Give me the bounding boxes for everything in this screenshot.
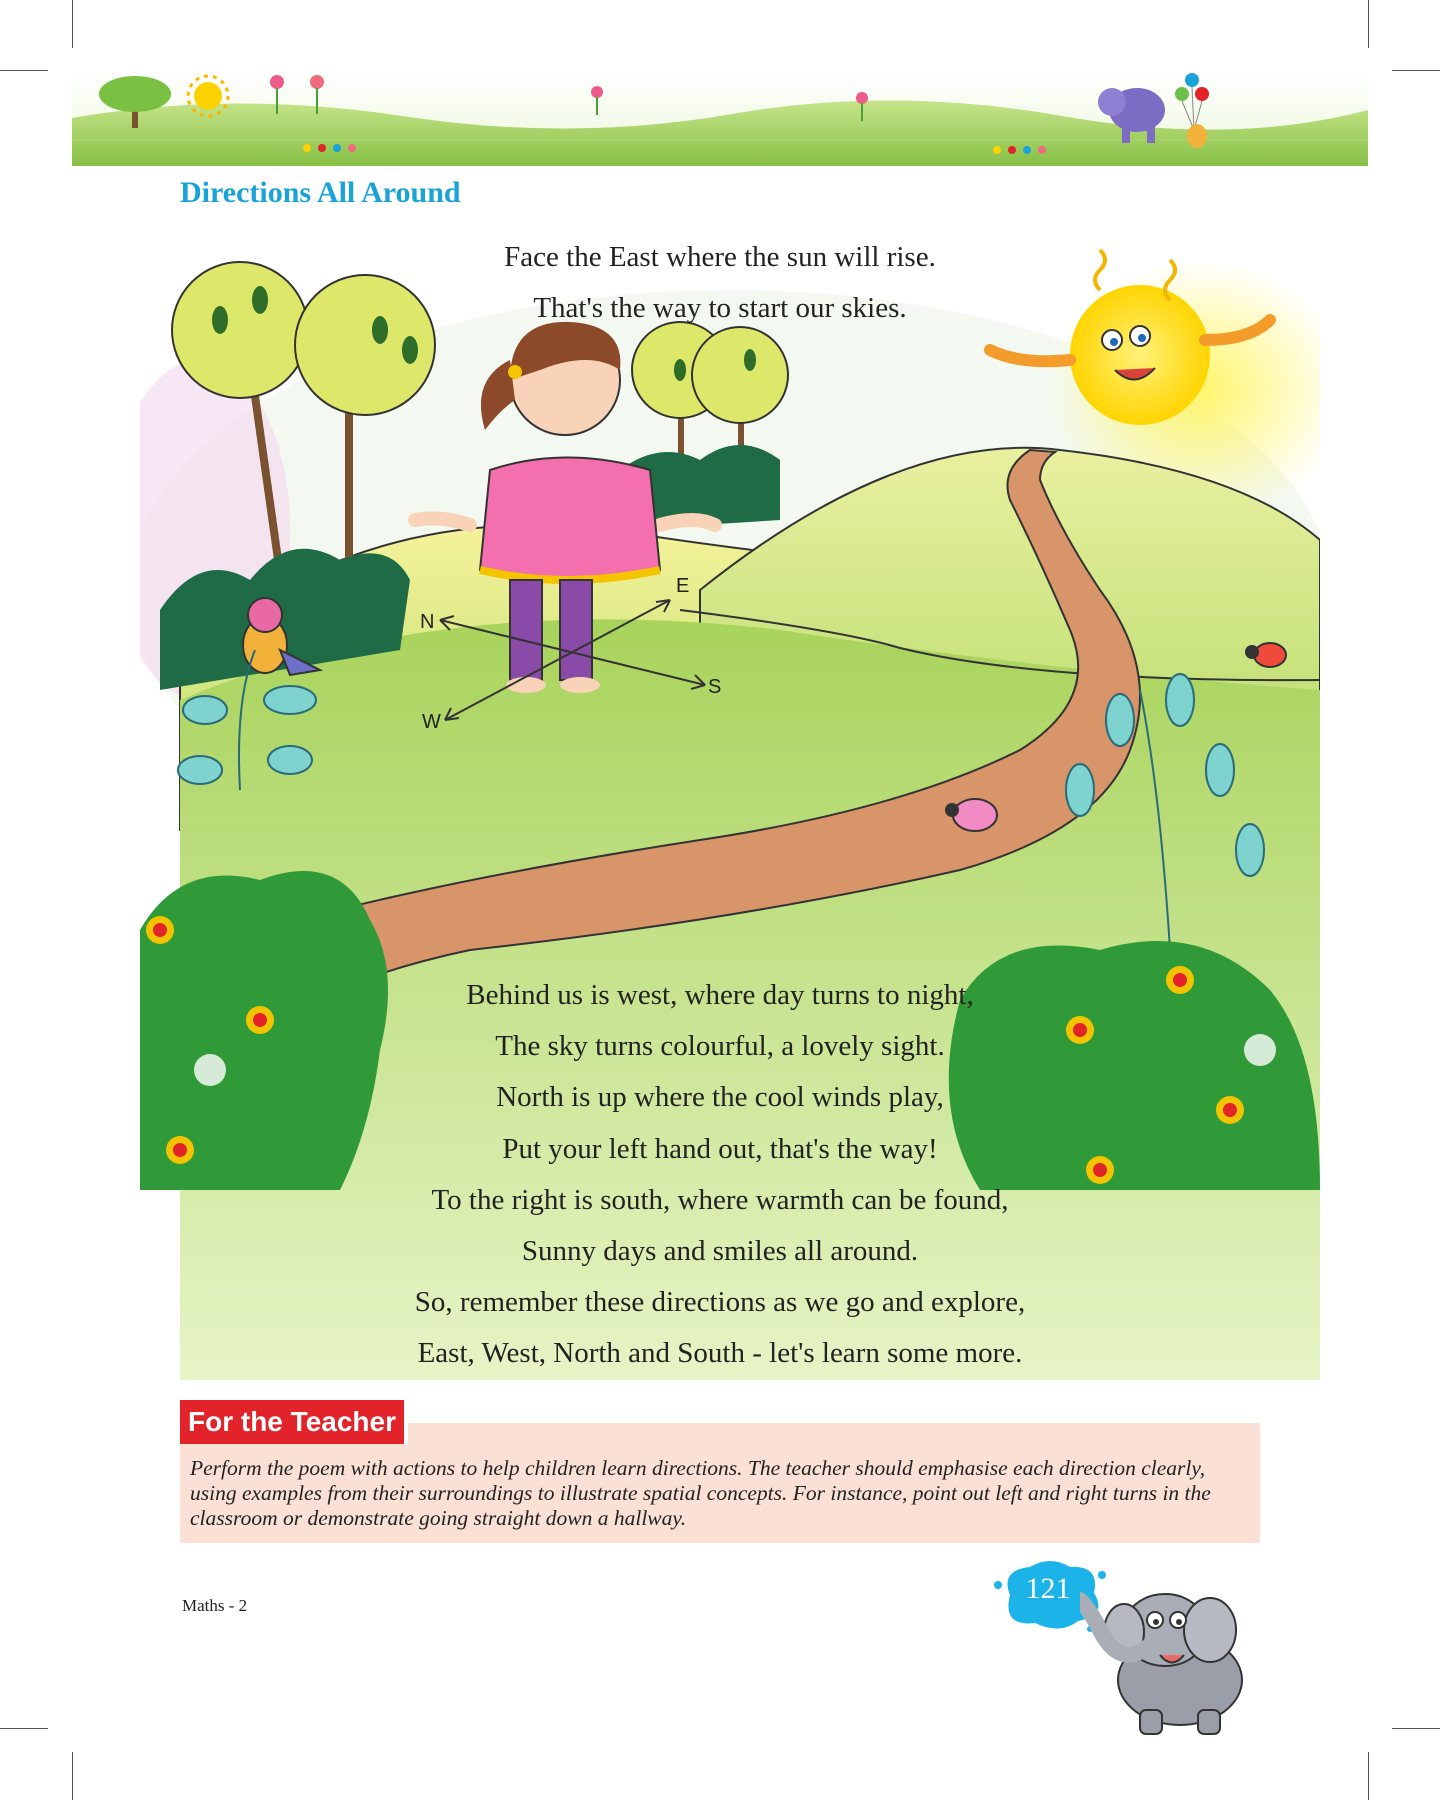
poem-line: Face the East where the sun will rise. xyxy=(504,241,936,273)
crop-mark xyxy=(72,0,73,48)
crop-mark xyxy=(1392,1728,1440,1729)
elephant-icon xyxy=(1080,1570,1270,1740)
header-banner xyxy=(72,70,1368,166)
poem-opening xyxy=(380,232,1060,334)
crop-mark xyxy=(1392,70,1440,71)
crop-mark xyxy=(1368,1752,1369,1800)
poem-line: North is up where the cool winds play, xyxy=(496,1081,944,1114)
compass-east-label: E xyxy=(676,575,690,597)
poem-line: So, remember these directions as we go and explore, xyxy=(414,1286,1026,1319)
compass-south-label: S xyxy=(708,676,722,698)
crop-mark xyxy=(0,70,48,71)
crop-mark xyxy=(1368,0,1369,48)
page-title: Directions All Around xyxy=(180,176,461,209)
page-number: 121 xyxy=(1025,1572,1071,1605)
poem-line: The sky turns colourful, a lovely sight. xyxy=(495,1030,945,1063)
poem-line: East, West, North and South - let's learn some more. xyxy=(417,1337,1023,1370)
compass-west-label: W xyxy=(422,711,441,733)
poem-line: Sunny days and smiles all around. xyxy=(521,1235,919,1268)
teacher-note-label: For the Teacher xyxy=(180,1400,408,1444)
book-title: Maths - 2 xyxy=(182,1596,248,1615)
crop-mark xyxy=(72,1752,73,1800)
poem-line: To the right is south, where warmth can be found, xyxy=(431,1183,1009,1216)
poem-line: That's the way to start our skies. xyxy=(533,292,907,324)
poem-stanza xyxy=(330,970,1110,1380)
poem-line: Put your left hand out, that's the way! xyxy=(502,1132,938,1165)
compass-north-label: N xyxy=(420,611,435,633)
teacher-note-text: Perform the poem with actions to help children learn directions. The teacher should emphasise each direction clearly, using examples from their surroundings to illustrate spatial concepts. For instance, point out left and right turns in the classroom or demonstrate going straight down a hallway. xyxy=(190,1456,1211,1530)
poem-line: Behind us is west, where day turns to night, xyxy=(466,979,974,1011)
crop-mark xyxy=(0,1728,48,1729)
